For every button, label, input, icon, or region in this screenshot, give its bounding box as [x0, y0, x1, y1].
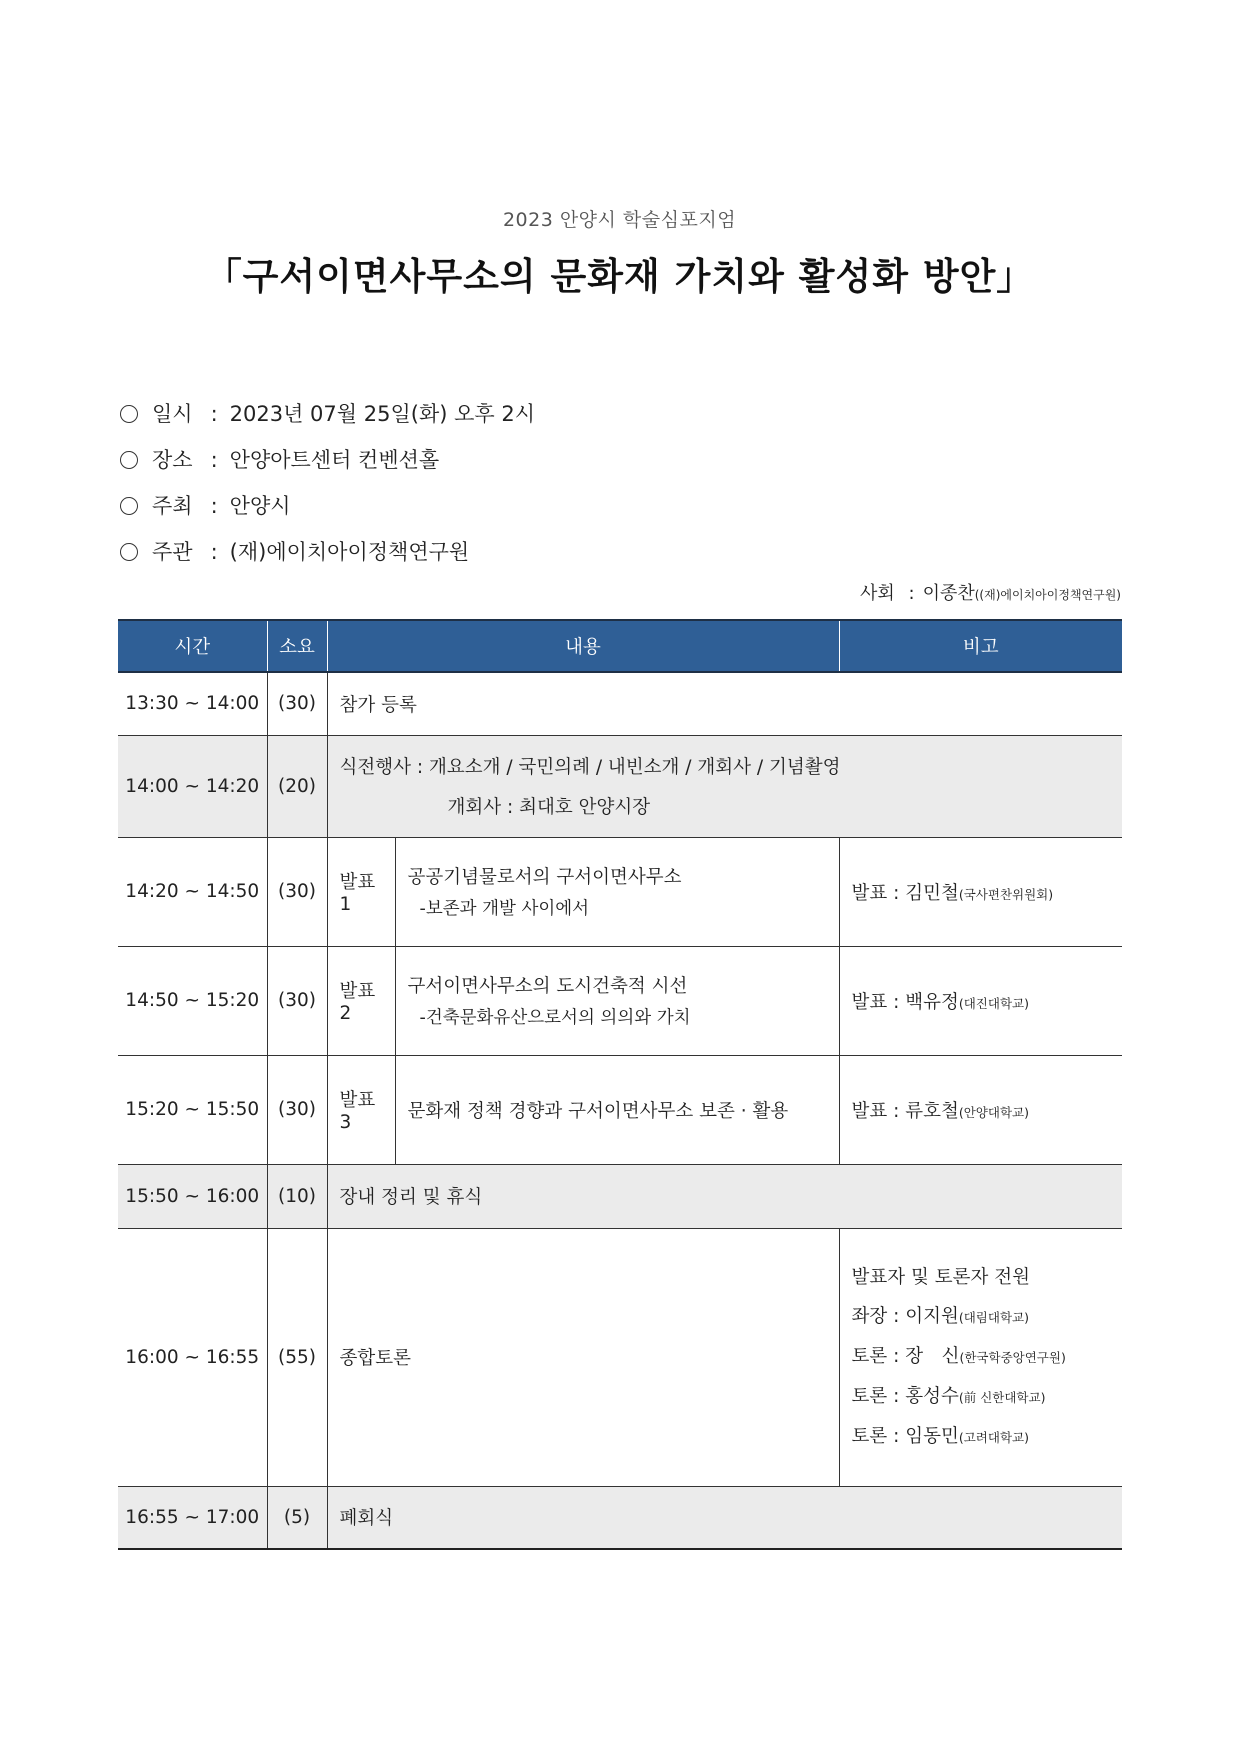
header-duration: 소요 [267, 620, 327, 672]
symposium-title: 「구서이면사무소의 문화재 가치와 활성화 방안」 [204, 255, 1035, 298]
info-separator: : [210, 494, 218, 518]
row-time: 13:30 ~ 14:00 [118, 672, 267, 735]
row-time: 15:50 ~ 16:00 [118, 1164, 267, 1228]
row-content [395, 837, 839, 946]
info-value: 안양시 [229, 494, 291, 518]
discussion-org: (한국학중앙연구원) [959, 1349, 1066, 1365]
presentation-subtitle: -보존과 개발 사이에서 [419, 899, 590, 919]
row-duration: (30) [267, 1055, 327, 1164]
discussion-text: 발표자 및 토론자 전원 [851, 1266, 1030, 1288]
info-date [120, 398, 535, 428]
discussion-line [852, 1417, 1111, 1457]
info-label: 일시 [152, 402, 193, 426]
presenter: 발표 : 김민철 [851, 882, 959, 904]
row-duration: (55) [267, 1228, 327, 1486]
row-time: 15:20 ~ 15:50 [118, 1055, 267, 1164]
info-separator: : [210, 402, 218, 426]
header-remark: 비고 [839, 620, 1122, 672]
table-row [118, 1055, 1122, 1164]
table-row [118, 1486, 1122, 1549]
row-duration: (20) [267, 735, 327, 837]
row-remark [839, 837, 1122, 946]
presenter: 발표 : 류호철 [851, 1100, 959, 1122]
discussion-text: 좌장 : 이지원 [851, 1305, 959, 1327]
moderator-separator: : [908, 583, 915, 604]
schedule-table [118, 619, 1122, 1550]
table-row [118, 946, 1122, 1055]
presenter-org: (국사편찬위원회) [958, 886, 1054, 902]
info-value: 안양아트센터 컨벤션홀 [229, 448, 440, 472]
table-row [118, 1228, 1122, 1486]
row-time: 14:00 ~ 14:20 [118, 735, 267, 837]
info-venue [120, 444, 439, 474]
presenter: 발표 : 백유정 [851, 991, 959, 1013]
info-value: (재)에이치아이정책연구원 [229, 540, 470, 564]
moderator-label: 사회 [859, 583, 895, 604]
table-row [118, 1164, 1122, 1228]
table-header-row [118, 620, 1122, 672]
row-content [327, 735, 1122, 837]
discussion-text: 토론 : 장 신 [851, 1345, 960, 1367]
info-value: 2023년 07월 25일(화) 오후 2시 [229, 402, 535, 426]
table-row [118, 837, 1122, 946]
discussion-line [852, 1258, 1111, 1297]
row-duration: (30) [267, 946, 327, 1055]
info-separator: : [210, 540, 218, 564]
table-row [118, 672, 1122, 735]
info-host [120, 490, 291, 520]
row-tag: 발표2 [327, 946, 395, 1055]
header-content: 내용 [327, 620, 839, 672]
circle-bullet-icon [120, 497, 138, 515]
row-tag: 발표1 [327, 837, 395, 946]
row-remark [839, 946, 1122, 1055]
row-content: 문화재 정책 경향과 구서이면사무소 보존 · 활용 [395, 1055, 839, 1164]
discussion-text: 토론 : 홍성수 [851, 1385, 959, 1407]
moderator-org: ((재)에이치아이정책연구원) [974, 588, 1121, 602]
moderator [860, 579, 1121, 605]
row-remark [839, 1228, 1122, 1486]
row-time: 14:20 ~ 14:50 [118, 837, 267, 946]
row-remark [839, 1055, 1122, 1164]
table-row [118, 735, 1122, 837]
discussion-line [852, 1337, 1111, 1377]
row-content: 장내 정리 및 휴식 [327, 1164, 1122, 1228]
row-content: 종합토론 [327, 1228, 839, 1486]
row-duration: (30) [267, 837, 327, 946]
row-content: 참가 등록 [327, 672, 1122, 735]
circle-bullet-icon [120, 451, 138, 469]
presenter-org: (안양대학교) [958, 1104, 1029, 1120]
info-separator: : [210, 448, 218, 472]
moderator-name: 이종찬 [922, 583, 975, 604]
discussion-org: (대림대학교) [958, 1309, 1029, 1325]
row-duration: (5) [267, 1486, 327, 1549]
discussion-org: (고려대학교) [958, 1429, 1029, 1445]
presentation-title: 공공기념물로서의 구서이면사무소 [407, 867, 682, 888]
presentation-subtitle: -건축문화유산으로서의 의의와 가치 [419, 1008, 691, 1028]
info-organizer [120, 536, 469, 566]
discussion-org: (前 신한대학교) [958, 1389, 1046, 1405]
row-time: 16:00 ~ 16:55 [118, 1228, 267, 1486]
row-tag: 발표3 [327, 1055, 395, 1164]
row-time: 14:50 ~ 15:20 [118, 946, 267, 1055]
presentation-title: 구서이면사무소의 도시건축적 시선 [407, 976, 688, 997]
row-time: 16:55 ~ 17:00 [118, 1486, 267, 1549]
discussion-text: 토론 : 임동민 [851, 1425, 959, 1447]
row-content: 폐회식 [327, 1486, 1122, 1549]
row-content [395, 946, 839, 1055]
row-duration: (10) [267, 1164, 327, 1228]
circle-bullet-icon [120, 543, 138, 561]
row-duration: (30) [267, 672, 327, 735]
info-label: 주관 [152, 540, 193, 564]
opening-address-text: 개회사 : 최대호 안양시장 [447, 797, 651, 818]
opening-ceremony-text: 식전행사 : 개요소개 / 국민의례 / 내빈소개 / 개회사 / 기념촬영 [339, 757, 841, 778]
symposium-subtitle: 2023 안양시 학술심포지엄 [502, 209, 737, 231]
info-label: 장소 [152, 448, 193, 472]
info-label: 주최 [152, 494, 193, 518]
circle-bullet-icon [120, 405, 138, 423]
discussion-line [852, 1377, 1111, 1417]
discussion-line [852, 1297, 1111, 1337]
presenter-org: (대진대학교) [958, 995, 1029, 1011]
header-time: 시간 [118, 620, 267, 672]
